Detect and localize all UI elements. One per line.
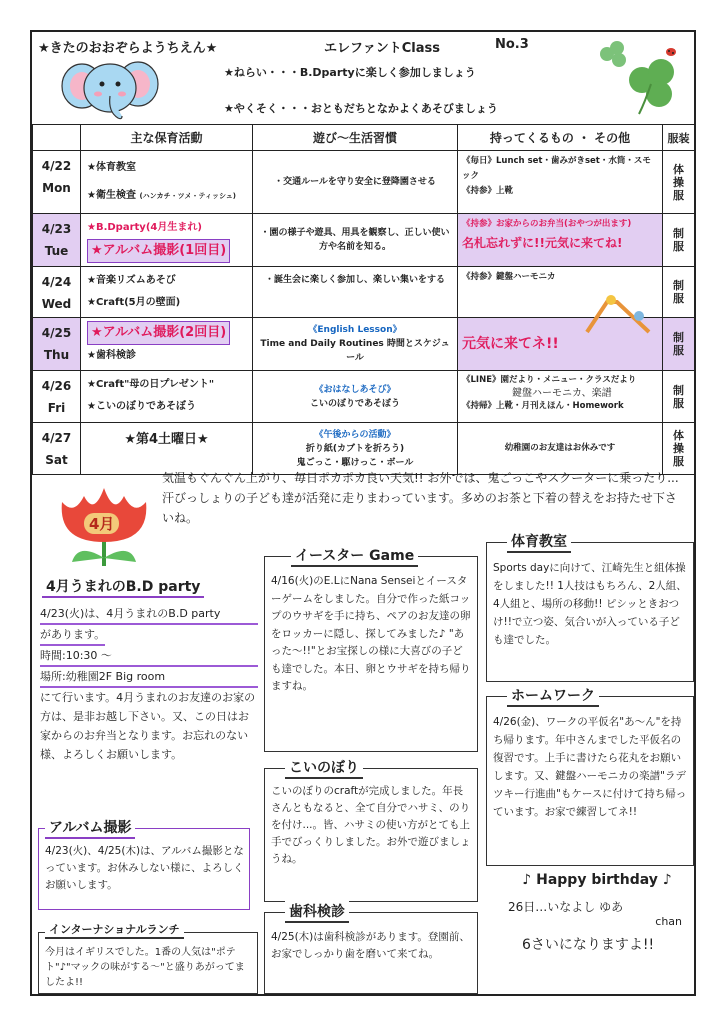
day-text: Sat [45,453,68,467]
bring-cell [458,214,663,267]
activity-text [87,182,246,210]
activity-cell [81,318,253,371]
homework-body: 4/26(金)、ワークの平仮名"あ～ん"を持ち帰ります。年中さんまでした平仮名の復習です。上手に書けたら花丸をお願いします。又、鍵盤ハーモニカの楽譜"ラデツキー行進曲"もケースに付けて持ち帰っています。お家で練習してネ!! [493,716,687,818]
activity-cell [81,214,253,267]
album-title: アルバム撮影 [45,817,135,839]
wear-cell [663,267,695,318]
play-cell: ・園の様子や遊具、用具を観察し、正しい使い方や名前を知る。 [253,214,458,267]
date-cell [33,318,81,371]
activity-text: ★アルバム撮影(1回目) [87,239,230,263]
music-note-icon: ♪ [522,872,532,888]
play-cell [253,371,458,423]
album-section [38,820,250,910]
activity-text: ★アルバム撮影(2回目) [87,321,230,345]
day-text: Wed [41,297,72,311]
issue-number: No.3 [495,37,529,52]
play-text: Time and Daily Routines 時間とスケジュール [260,339,450,363]
birthday-title-text: Happy birthday [536,872,658,888]
dental-title: 歯科検診 [285,901,349,923]
activity-text: ★体育教室 [87,162,136,173]
newsletter-page [30,30,696,996]
table-header-wear: 服装 [663,125,695,151]
international-lunch-body: 今月はイギリスでした。1番の人気は"ポテト"♪"マックの味がする～"と盛りあがってましたよ!! [45,947,245,988]
bring-text: 《持参》鍵盤ハーモニカ [462,272,556,282]
play-title: 《おはなしあそび》 [314,384,396,395]
date-cell [33,423,81,475]
dental-body: 4/25(木)は歯科検診があります。登園前、お家でしっかり歯を磨いて来てね。 [271,931,470,960]
date-cell [33,371,81,423]
date-text: 4/26 [41,379,72,393]
dental-section [264,904,478,994]
date-text: 4/25 [41,326,72,340]
day-text: Tue [44,244,69,258]
bring-text: 元気に来てネ!! [462,335,559,352]
birthday-line: chan [655,915,682,928]
wear-text: 体操服 [673,162,684,202]
date-text: 4/24 [41,275,72,289]
wear-text: 体操服 [673,429,684,468]
easter-body: 4/16(火)のE.LにNana Senseiとイースターゲームをしました。自分で作った紙コップのウサギを手に持ち、ペアのお友達の卵をロッカーに隠し、探してみました♪ "あった～!!"とお宝探しの様に大喜びの子ども達でした。本日、卵とウサギを持ち帰りますね。 [271,575,471,692]
slide-illustration [577,294,657,334]
birthday-section [502,872,692,992]
school-name: ★きたのおおぞらようちえん★ [38,41,218,56]
bd-party-place: 場所:幼稚園2F Big room [40,667,258,688]
promise-text: ★やくそく・・・おともだちとなかよくあそびましょう [224,102,498,115]
bring-cell [458,371,663,423]
activity-text: ★Craft"母の日プレゼント" [87,379,215,390]
table-header-activity: 主な保育活動 [81,125,253,151]
birthday-line: 26日…いなよし ゆあ [508,900,624,914]
bd-party-line: があります。 [40,625,105,646]
table-row [33,371,695,423]
activity-note: (ハンカチ・ツメ・ティッシュ) [139,192,237,200]
play-cell: ・誕生会に楽しく参加し、楽しい集いをする [253,267,458,318]
bring-text: 名札忘れずに!!元気に来てね! [462,236,623,250]
date-text: 4/27 [41,431,72,445]
pe-section [486,534,694,682]
bring-text: 幼稚園のお友達はお休みです [504,443,616,453]
intro-text: 気温もぐんぐん上がり、毎日ポカポカ良い天気!! お外では、鬼ごっこやスクーターに乗ったり...汗びっしょりの子ども達が活発に走りまわっています。多めのお茶と下着の替えをお持たせ下さいね。 [162,471,679,525]
birthday-title [502,872,692,888]
day-text: Thu [43,348,70,362]
date-cell [33,151,81,214]
play-title: 《English Lesson》 [308,325,402,335]
activity-text: ★音楽リズムあそび [87,275,176,286]
wear-cell [663,371,695,423]
play-text: 鬼ごっこ・駆けっこ・ボール [296,457,414,468]
clover-illustration [587,38,687,118]
class-name: エレファントClass [324,41,440,56]
date-cell [33,267,81,318]
wear-cell [663,423,695,475]
wear-cell [663,318,695,371]
table-header-bring: 持ってくるもの ・ その他 [458,125,663,151]
table-header-row [33,125,695,151]
activity-text: ★第4土曜日★ [124,432,209,447]
easter-section [264,548,478,752]
wear-text: 制服 [673,383,684,410]
table-header-date [33,125,81,151]
bd-party-body [40,604,258,764]
activity-cell [81,423,253,475]
koinobori-body: こいのぼりのcraftが完成しました。年長さんともなると、全て自分でハサミ、のりを付け...。皆、ハサミの使い方がとても上手でびっくりしました。お外で遊びましょうね。 [271,785,471,865]
birthday-line: 6さいになりますよ!! [522,937,655,953]
bring-text: 《LINE》園だより・メニュー・クラスだより [462,375,637,385]
homework-title: ホームワーク [507,685,599,707]
table-row [33,423,695,475]
play-cell [253,318,458,371]
album-body: 4/23(火)、4/25(木)は、アルバム撮影となっています。お休みしない様に、よろしくお願いします。 [45,845,244,891]
play-title: 《午後からの活動》 [314,429,396,440]
wear-text: 制服 [673,331,684,357]
bd-party-text: にて行います。4月うまれのお友達のお家の方は、是非お越し下さい。又、この日はお家からのお弁当となります。お忘れのない様、よろしくお願いします。 [40,691,256,761]
table-row [33,151,695,214]
activity-label: ★衛生検査 [87,190,136,201]
aim-text: ★ねらい・・・B.Dpartyに楽しく参加しましょう [224,66,476,79]
activity-cell [81,267,253,318]
date-cell [33,214,81,267]
activity-text: ★歯科検診 [87,350,136,361]
day-text: Fri [47,401,66,415]
bd-party-time: 時間:10:30 ～ [40,646,258,667]
month-badge: 4月 [84,513,119,534]
bring-cell [458,151,663,214]
wear-text: 制服 [673,279,684,305]
bd-party-line: 4/23(火)は、4月うまれのB.D party [40,604,258,625]
bring-text: 鍵盤ハーモニカ、楽譜 [512,388,612,399]
play-text: 折り紙(カブトを折ろう) [305,443,405,454]
easter-title: イースター Game [291,545,418,567]
international-lunch-title: インターナショナルランチ [45,921,184,939]
pe-title: 体育教室 [507,531,571,553]
koinobori-title: こいのぼり [285,757,363,779]
elephant-illustration [60,54,160,126]
date-text: 4/22 [41,159,72,173]
wear-cell [663,151,695,214]
bring-cell [458,423,663,475]
international-lunch-section [38,923,258,994]
activity-text: ★B.Dparty(4月生まれ) [87,222,202,233]
pe-body: Sports dayに向けて、江崎先生と組体操をしました!! 1人技はもちろん、2人組、4人組と、場所の移動!! ピシッときおつけ!!で立つ姿、気合いが入っている子ども達でした。 [493,562,687,646]
activity-cell [81,151,253,214]
date-text: 4/23 [41,222,72,236]
play-cell [253,423,458,475]
bring-text: 《持参》上靴 [462,186,514,196]
day-text: Mon [42,181,71,195]
wear-text: 制服 [673,227,684,253]
play-text: こいのぼりであそぼう [309,398,400,409]
bd-party-section [38,576,260,810]
activity-cell [81,371,253,423]
activity-text: ★Craft(5月の壁面) [87,297,181,308]
bring-text: 《持帰》上靴・月刊えほん・Homework [462,401,624,411]
music-note-icon: ♪ [662,872,672,888]
homework-section [486,688,694,866]
play-cell: ・交通ルールを守り安全に登降園させる [253,151,458,214]
table-row [33,214,695,267]
activity-text: ★こいのぼりであそぼう [87,401,196,412]
wear-cell [663,214,695,267]
bring-text: 《持参》お家からのお弁当(おやつが出ます) [462,219,632,229]
bd-party-title: 4月うまれのB.D party [42,576,204,598]
table-header-play: 遊び～生活習慣 [253,125,458,151]
koinobori-section [264,760,478,902]
bring-text: 《毎日》Lunch set・歯みがきset・水筒・スモック [462,156,651,181]
